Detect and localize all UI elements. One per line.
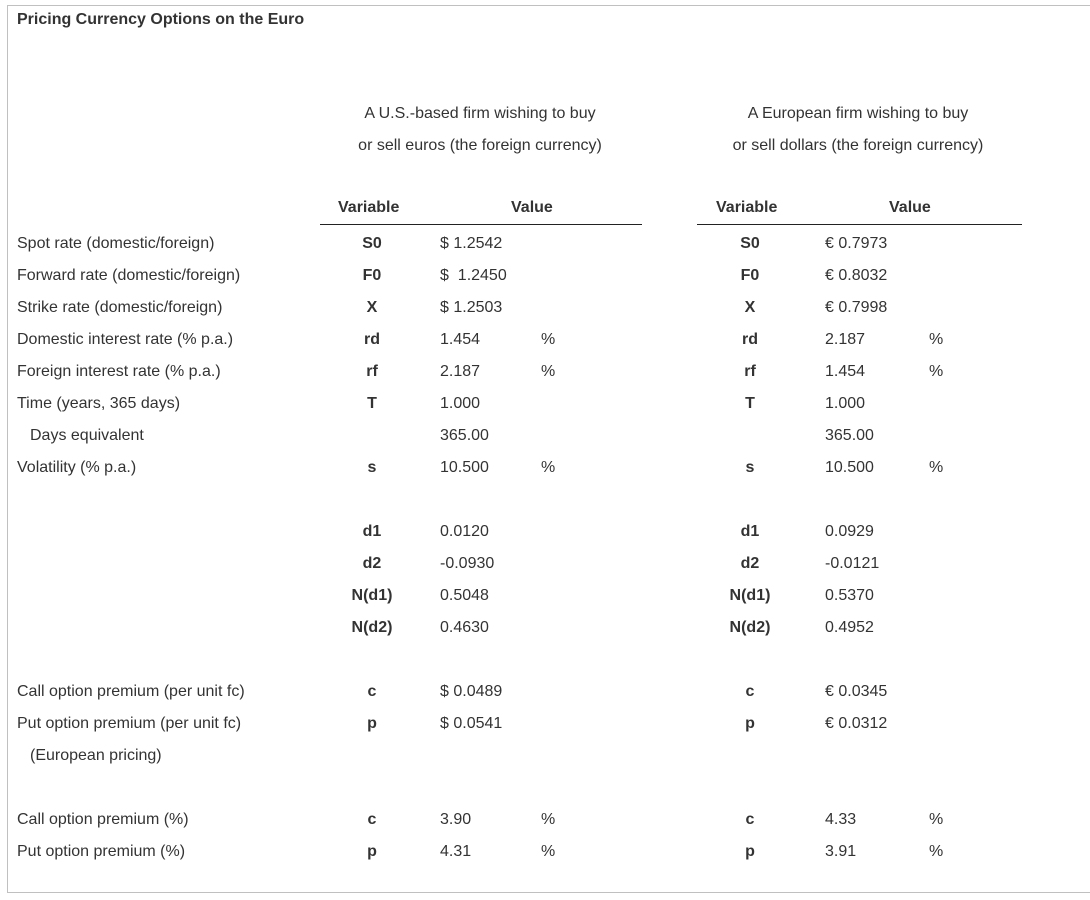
us-value-header: Value xyxy=(511,199,553,216)
eu-value: 3.91 xyxy=(825,843,857,860)
eu-value: 1.000 xyxy=(825,395,866,412)
table-row xyxy=(0,296,1090,320)
eu-value: 1.454 xyxy=(825,363,866,380)
row-label: Days equivalent xyxy=(30,427,144,444)
row-label: Time (years, 365 days) xyxy=(17,395,181,412)
us-value: $ 0.0489 xyxy=(440,683,503,700)
us-variable: p xyxy=(367,843,377,860)
eu-value: 10.500 xyxy=(825,459,874,476)
eu-variable: d1 xyxy=(740,523,760,540)
eu-variable: F0 xyxy=(740,267,760,284)
us-unit: % xyxy=(541,459,556,476)
eu-variable-header: Variable xyxy=(716,199,778,216)
eu-variable: rd xyxy=(742,331,758,348)
eu-value: € 0.7998 xyxy=(825,299,888,316)
eu-variable: T xyxy=(745,395,755,412)
row-label: Domestic interest rate (% p.a.) xyxy=(17,331,234,348)
table-row xyxy=(0,360,1090,384)
us-variable: N(d1) xyxy=(351,587,393,604)
table-row xyxy=(0,744,1090,768)
eu-unit: % xyxy=(929,363,944,380)
table-row xyxy=(0,584,1090,608)
table-row xyxy=(0,328,1090,352)
eu-value: -0.0121 xyxy=(825,555,880,572)
us-unit: % xyxy=(541,843,556,860)
us-value: 3.90 xyxy=(440,811,472,828)
us-variable: rf xyxy=(366,363,378,380)
eu-panel-header-line2: or sell dollars (the foreign currency) xyxy=(732,137,984,154)
us-variable: N(d2) xyxy=(351,619,393,636)
row-label: Call option premium (%) xyxy=(17,811,189,828)
eu-variable: N(d2) xyxy=(729,619,771,636)
us-variable: d1 xyxy=(362,523,382,540)
row-label: Strike rate (domestic/foreign) xyxy=(17,299,223,316)
row-label: Put option premium (per unit fc) xyxy=(17,715,242,732)
table-row xyxy=(0,808,1090,832)
table-row xyxy=(0,840,1090,864)
table-row xyxy=(0,264,1090,288)
eu-variable: X xyxy=(744,299,756,316)
us-variable: p xyxy=(367,715,377,732)
eu-variable: S0 xyxy=(740,235,760,252)
table-row xyxy=(0,392,1090,416)
eu-unit: % xyxy=(929,843,944,860)
us-variable: X xyxy=(366,299,378,316)
table-row xyxy=(0,552,1090,576)
table-row xyxy=(0,424,1090,448)
us-panel-header-line2: or sell euros (the foreign currency) xyxy=(358,137,602,154)
eu-variable: s xyxy=(745,459,755,476)
eu-variable: rf xyxy=(744,363,756,380)
us-value: 0.5048 xyxy=(440,587,489,604)
row-label: (European pricing) xyxy=(30,747,162,764)
us-variable: rd xyxy=(364,331,380,348)
us-value: $ 0.0541 xyxy=(440,715,503,732)
eu-value: € 0.0345 xyxy=(825,683,888,700)
eu-unit: % xyxy=(929,459,944,476)
eu-variable: p xyxy=(745,715,755,732)
us-variable: c xyxy=(367,683,377,700)
table-row xyxy=(0,520,1090,544)
eu-variable: d2 xyxy=(740,555,760,572)
eu-unit: % xyxy=(929,811,944,828)
us-variable: F0 xyxy=(362,267,382,284)
eu-value-header: Value xyxy=(889,199,931,216)
eu-value: 0.5370 xyxy=(825,587,874,604)
eu-variable: c xyxy=(745,683,755,700)
eu-value: 0.0929 xyxy=(825,523,874,540)
us-value: 2.187 xyxy=(440,363,481,380)
eu-variable: N(d1) xyxy=(729,587,771,604)
table-row xyxy=(0,616,1090,640)
us-variable: c xyxy=(367,811,377,828)
eu-panel-header-line1: A European firm wishing to buy xyxy=(747,105,969,122)
row-label: Call option premium (per unit fc) xyxy=(17,683,245,700)
us-value: 1.000 xyxy=(440,395,481,412)
row-label: Volatility (% p.a.) xyxy=(17,459,137,476)
eu-value: € 0.7973 xyxy=(825,235,888,252)
us-unit: % xyxy=(541,331,556,348)
us-value: $ 1.2450 xyxy=(440,267,507,284)
us-value: 10.500 xyxy=(440,459,489,476)
eu-value: € 0.8032 xyxy=(825,267,888,284)
us-value: 365.00 xyxy=(440,427,489,444)
us-panel-header-line1: A U.S.-based firm wishing to buy xyxy=(364,105,596,122)
table-row xyxy=(0,232,1090,256)
table-row xyxy=(0,456,1090,480)
us-value: 4.31 xyxy=(440,843,472,860)
eu-value: € 0.0312 xyxy=(825,715,888,732)
us-value: 1.454 xyxy=(440,331,481,348)
us-value: 0.0120 xyxy=(440,523,489,540)
us-value: -0.0930 xyxy=(440,555,495,572)
us-variable: d2 xyxy=(362,555,382,572)
us-variable: s xyxy=(367,459,377,476)
us-value: 0.4630 xyxy=(440,619,489,636)
table-row xyxy=(0,712,1090,736)
eu-value: 2.187 xyxy=(825,331,866,348)
row-label: Spot rate (domestic/foreign) xyxy=(17,235,215,252)
row-label: Forward rate (domestic/foreign) xyxy=(17,267,241,284)
row-label: Put option premium (%) xyxy=(17,843,186,860)
eu-unit: % xyxy=(929,331,944,348)
eu-value: 365.00 xyxy=(825,427,874,444)
us-value: $ 1.2503 xyxy=(440,299,503,316)
us-variable-header: Variable xyxy=(338,199,400,216)
us-unit: % xyxy=(541,363,556,380)
eu-variable: c xyxy=(745,811,755,828)
us-unit: % xyxy=(541,811,556,828)
table-row xyxy=(0,680,1090,704)
row-label: Foreign interest rate (% p.a.) xyxy=(17,363,221,380)
eu-value: 4.33 xyxy=(825,811,857,828)
us-value: $ 1.2542 xyxy=(440,235,503,252)
eu-variable: p xyxy=(745,843,755,860)
us-variable: T xyxy=(367,395,377,412)
page-title: Pricing Currency Options on the Euro xyxy=(17,11,305,28)
us-variable: S0 xyxy=(362,235,382,252)
eu-value: 0.4952 xyxy=(825,619,874,636)
